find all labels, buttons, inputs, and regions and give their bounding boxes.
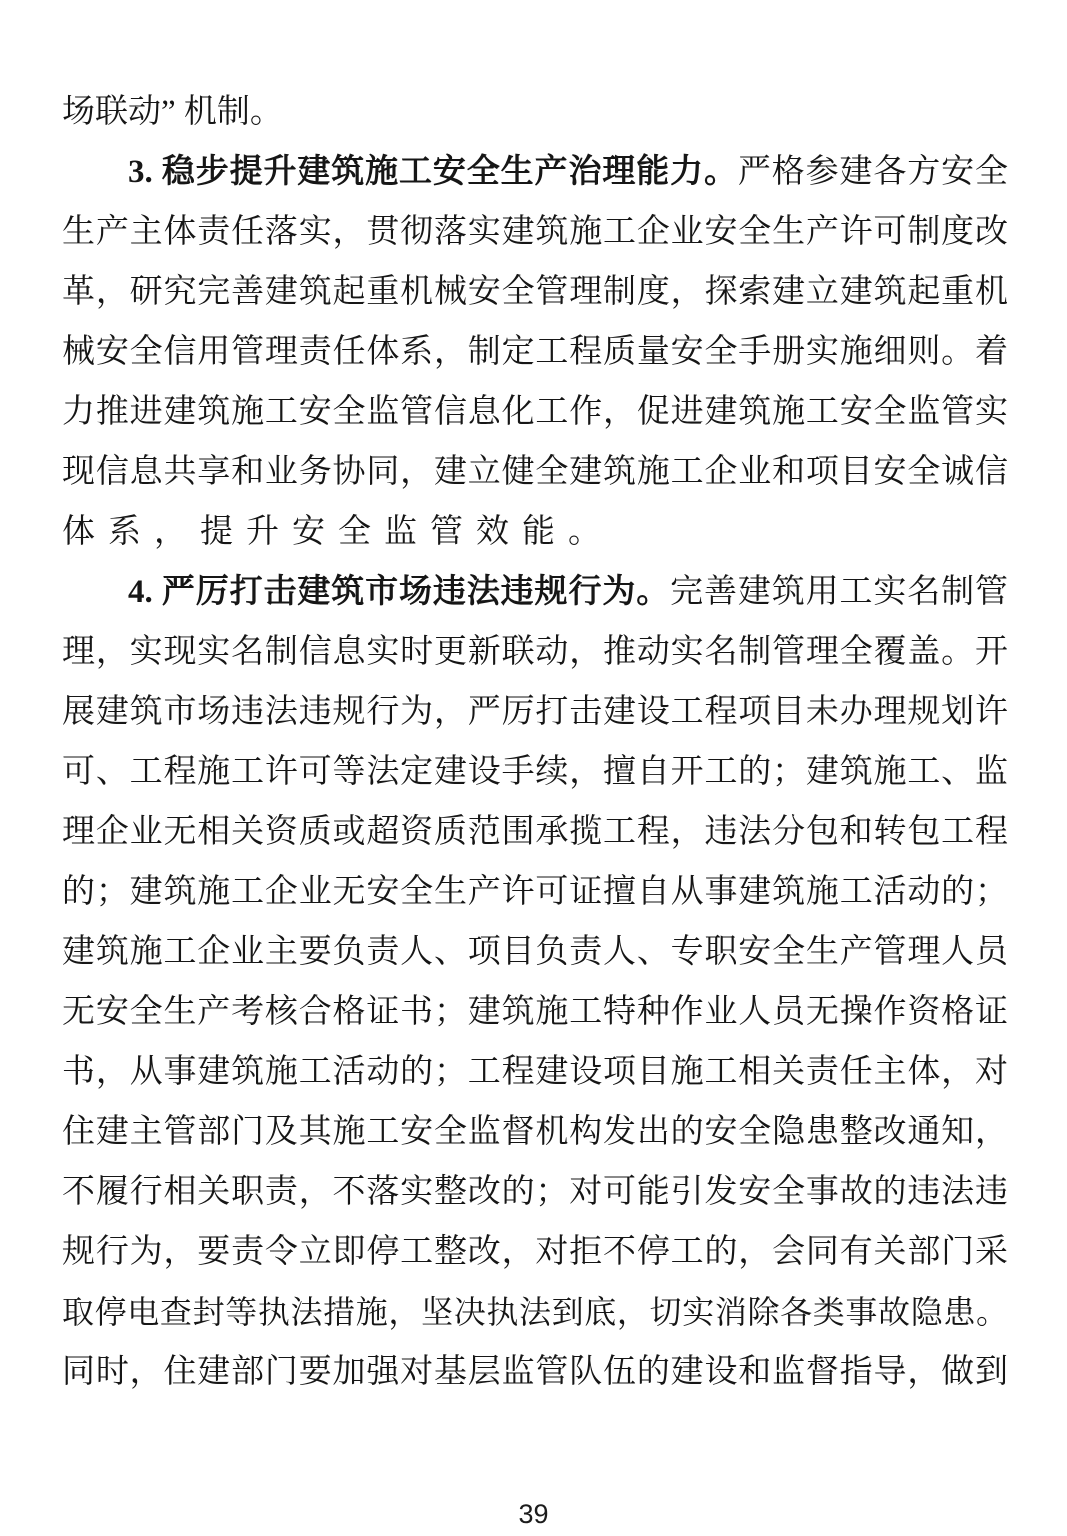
body-text: 理企业无相关资质或超资质范围承揽工程，违法分包和转包工程 [62, 814, 1008, 850]
body-text: 严格参建各方安全 [737, 154, 1009, 190]
document-body [62, 82, 1008, 1402]
section-heading-line [62, 142, 1008, 202]
body-text: 理，实现实名制信息实时更新联动，推动实名制管理全覆盖。开 [62, 634, 1008, 670]
body-text: 现信息共享和业务协同，建立健全建筑施工企业和项目安全诚信 [62, 454, 1008, 490]
text-line [62, 202, 1008, 262]
text-line [62, 262, 1008, 322]
body-text: 可、工程施工许可等法定建设手续，擅自开工的；建筑施工、监 [62, 754, 1008, 790]
body-text: 建筑施工企业主要负责人、项目负责人、专职安全生产管理人员 [62, 934, 1008, 970]
body-text: 的；建筑施工企业无安全生产许可证擅自从事建筑施工活动的； [62, 874, 1008, 910]
body-text: 场联动” 机制。 [62, 94, 283, 130]
body-text: 生产主体责任落实，贯彻落实建筑施工企业安全生产许可制度改 [62, 214, 1008, 250]
text-line [62, 1102, 1008, 1162]
body-text: 规行为，要责令立即停工整改，对拒不停工的，会同有关部门采 [62, 1234, 1008, 1270]
text-line [62, 502, 1008, 562]
body-text: 完善建筑用工实名制管 [670, 574, 1009, 610]
text-line [62, 1282, 1008, 1342]
body-text: 取停电查封等执法措施，坚决执法到底，切实消除各类事故隐患。 [62, 1294, 1008, 1330]
text-line [62, 862, 1008, 922]
body-text: 体系，提升安全监管效能。 [62, 514, 614, 550]
body-text: 无安全生产考核合格证书；建筑施工特种作业人员无操作资格证 [62, 994, 1008, 1030]
text-line [62, 1342, 1008, 1402]
body-text: 同时，住建部门要加强对基层监管队伍的建设和监督指导，做到 [62, 1354, 1008, 1390]
text-line [62, 322, 1008, 382]
text-line [62, 1162, 1008, 1222]
text-line [62, 442, 1008, 502]
text-line [62, 682, 1008, 742]
body-text: 书，从事建筑施工活动的；工程建设项目施工相关责任主体，对 [62, 1054, 1008, 1090]
text-line [62, 922, 1008, 982]
heading-bold-text: 3. 稳步提升建筑施工安全生产治理能力。 [128, 154, 738, 190]
heading-bold-text: 4. 严厉打击建筑市场违法违规行为。 [128, 574, 671, 610]
text-line [62, 622, 1008, 682]
section-heading-line [62, 562, 1008, 622]
body-text: 住建主管部门及其施工安全监督机构发出的安全隐患整改通知， [62, 1114, 1008, 1150]
body-text: 力推进建筑施工安全监管信息化工作，促进建筑施工安全监管实 [62, 394, 1008, 430]
text-line [62, 1222, 1008, 1282]
body-text: 革，研究完善建筑起重机械安全管理制度，探索建立建筑起重机 [62, 274, 1008, 310]
text-line [62, 82, 1008, 142]
page-number: 39 [518, 1499, 549, 1529]
body-text: 械安全信用管理责任体系，制定工程质量安全手册实施细则。着 [62, 334, 1008, 370]
text-line [62, 382, 1008, 442]
text-line [62, 802, 1008, 862]
body-text: 展建筑市场违法违规行为，严厉打击建设工程项目未办理规划许 [62, 694, 1008, 730]
body-text: 不履行相关职责，不落实整改的；对可能引发安全事故的违法违 [62, 1174, 1008, 1210]
text-line [62, 1042, 1008, 1102]
text-line [62, 982, 1008, 1042]
text-line [62, 742, 1008, 802]
